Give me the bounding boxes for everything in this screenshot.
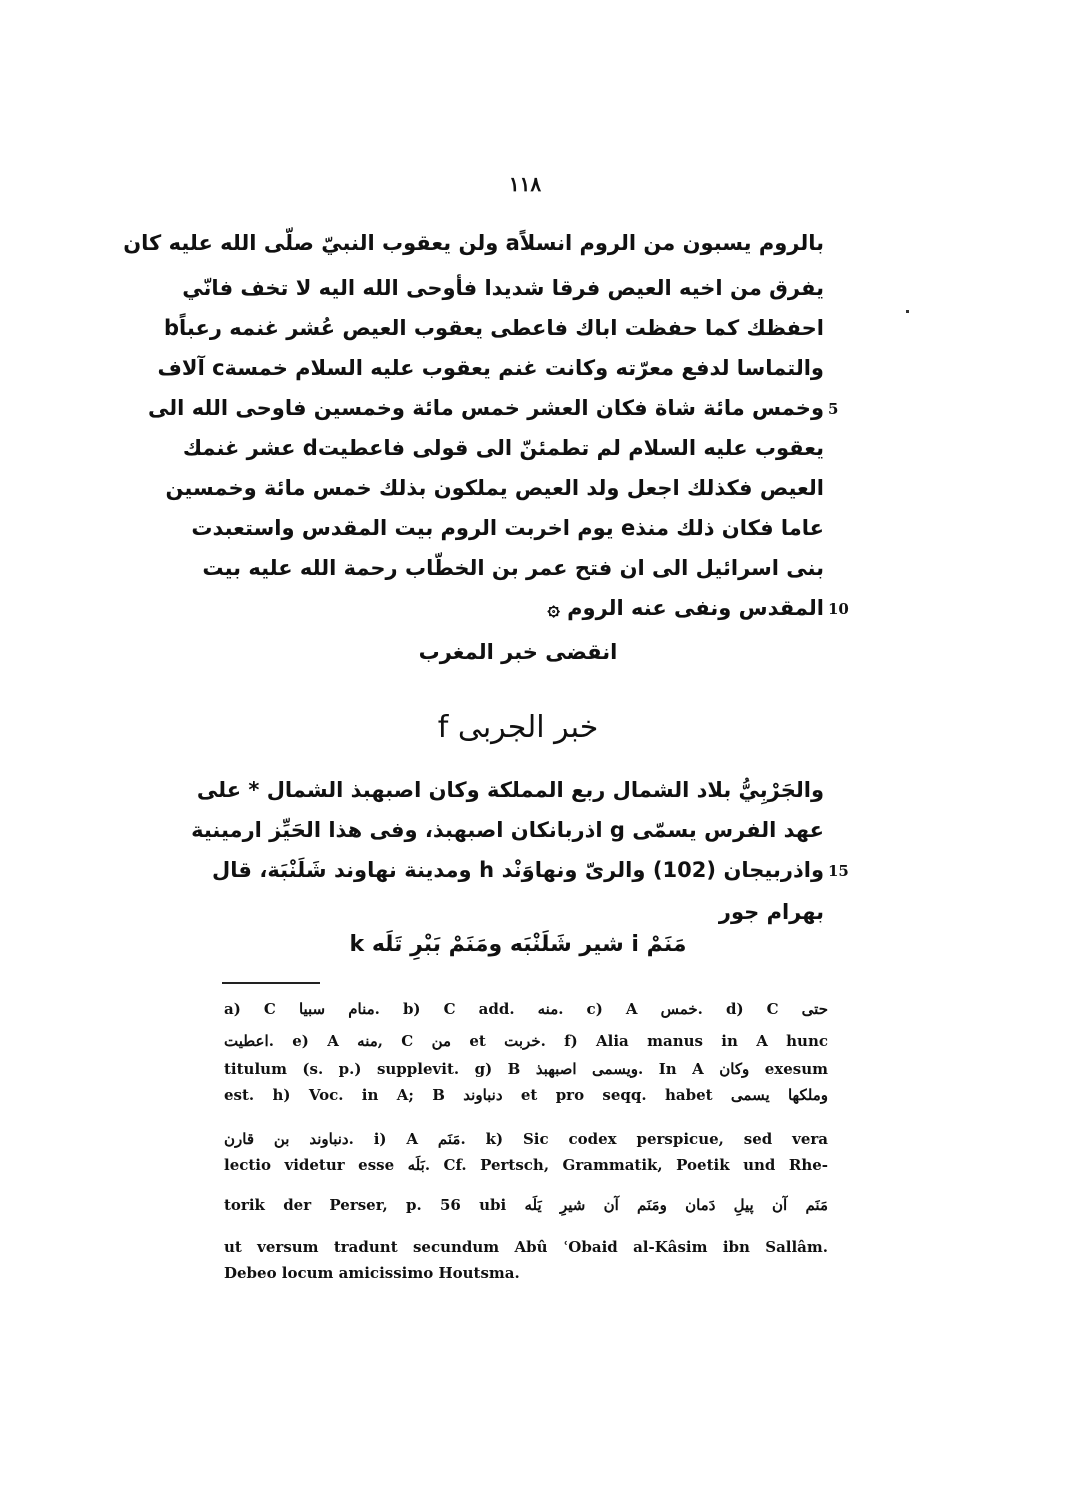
section-line-2: عهد الفرس يسمّى g اذربانكان اصبهبذ، وفى هذا الحَيِّز ارمينية (191, 818, 824, 842)
footnote-line-3: titulum (s. p.) supplevit. g) B ويسمى اصبهبذ. In A وكان exesum (224, 1060, 828, 1078)
section-line-4: بهرام جور (718, 900, 824, 924)
body-line-5: وخمس مائة شاة فكان العشر خمس مائة وخمسين فاوحى الله الى (148, 396, 824, 420)
section-title: خبر الجربى f (437, 710, 599, 745)
body-line-3: احفظك كما حفظت اباك فاعطى يعقوب العيص عُشر غنمه رعباًb (164, 316, 824, 340)
section-line-1: والجَرْبِيُّ بلاد الشمال ربع المملكة وكان اصبهبذ الشمال * على (196, 778, 824, 802)
closing-line: انقضى خبر المغرب (418, 640, 618, 664)
body-line-9: بنى اسرائيل الى ان فتح عمر بن الخطّاب رحمة الله عليه بيت (202, 556, 824, 580)
line-marker-10: 10 (828, 600, 849, 618)
speck-mark (906, 310, 909, 313)
body-line-1: بالروم يسبون من الروم انسلاًa ولن يعقوب النبيّ صلّى الله عليه كان (123, 231, 824, 255)
footnote-line-2: اعطيت. e) A منه, C من et خربت. f) Alia manus in A hunc (224, 1032, 828, 1050)
body-line-8: عاما فكان ذلك منذe يوم اخربت الروم بيت المقدس واستعبدت (191, 516, 824, 540)
body-line-10: المقدس ونفى عنه الروم ۞ (547, 596, 824, 620)
footnote-line-9: Debeo locum amicissimo Houtsma. (224, 1264, 520, 1282)
footnote-line-5: دنباوند بن قارن. i) A مَنَم. k) Sic codex perspicue, sed vera (224, 1130, 828, 1148)
verse-line: مَنَمْ i شير شَلَنْبَه ومَنَمْ بَبْرِ تَلَه k (349, 932, 687, 957)
body-line-2: يفرق من اخيه العيص فرقا شديدا فأوحى الله اليه لا تخف فانّي (182, 276, 824, 300)
section-line-3: واذربيجان (102) والرىّ ونهاوَنْد h ومدينة نهاوند شَلَنْبَة، قال (212, 858, 825, 882)
line-marker-15: 15 (828, 862, 849, 880)
footnote-line-4: est. h) Voc. in A; B دنباوند et pro seqq. habet وملكها يسمى (224, 1086, 828, 1104)
footnote-line-6: lectio videtur esse بَلَه. Cf. Pertsch, Grammatik, Poetik und Rhe- (224, 1156, 828, 1174)
body-line-7: العيص فكذلك اجعل ولد العيص يملكون بذلك خمس مائة وخمسين (165, 476, 824, 500)
footnote-line-8: ut versum tradunt secundum Abû ʿObaid al-Kâsim ibn Sallâm. (224, 1238, 828, 1256)
body-line-6: يعقوب عليه السلام لم تطمئنّ الى قولى فاعطيتd عشر غنمك (182, 436, 824, 460)
body-line-4: والتماسا لدفع معرّته وكانت غنم يعقوب عليه السلام خمسةc آلاف (157, 356, 824, 380)
footnote-line-1: a) C منام سبيا. b) C add. منه. c) A خمس. d) C حتى (224, 1000, 828, 1018)
footnote-rule (222, 982, 320, 984)
page-number: ١١٨ (508, 172, 542, 196)
line-marker-5: 5 (828, 400, 839, 418)
footnote-line-7: torik der Perser, p. 56 ubi مَنَم آن پیلِ دَمان ومَنَم آن شیرِ یَلَه (224, 1196, 828, 1214)
